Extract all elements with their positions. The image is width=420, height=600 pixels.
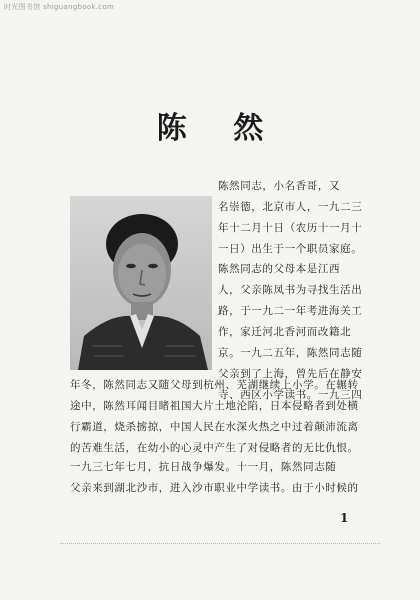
portrait-image [70,196,212,370]
text-line: 年冬，陈然同志又随父母到杭州、芜湖继续上小学。在辗转 [70,379,359,391]
text-line: 途中，陈然耳闻目睹祖国大片土地沦陷，日本侵略者到处横 [70,400,359,412]
page-title: 陈 然 [156,111,282,146]
text-line: 的苦难生活，在幼小的心灵中产生了对侵略者的无比仇恨。 [70,442,359,454]
text-line: 行霸道，烧杀掳掠，中国人民在水深火热之中过着颠沛流离 [70,421,359,433]
text-line: 父亲来到湖北沙市，进入沙市职业中学读书。由于小时候的 [70,482,359,494]
paragraph-2-full [70,375,378,459]
page-number: 1 [340,511,349,525]
text-line: 京。一九二五年，陈然同志随 [218,347,363,359]
text-line: 路，于一九二一年考进海关工 [218,305,363,317]
text-line: 年十二月十日（农历十一月十 [218,222,363,234]
text-line: 作，家迁河北香河而改籍北 [218,326,352,338]
text-line: 陈然同志，小名香哥，又 [218,180,341,192]
text-line: 人，父亲陈凤书为寻找生活出 [218,284,363,296]
text-line: 父亲到了上海，曾先后在静安 [218,368,363,380]
watermark: 时光图书馆 shiguangbook.com [4,3,115,11]
text-line: 名崇德，北京市人，一九二三 [218,201,363,213]
text-line: 陈然同志的父母本是江西 [218,263,341,275]
text-line: 一九三七年七月，抗日战争爆发。十一月，陈然同志随 [70,461,337,473]
paragraph-3 [70,457,378,499]
page-divider [60,543,380,544]
paragraph-1 [218,176,378,260]
portrait-photo [70,196,212,370]
text-line: 寺、西区小学读书。一九三四 [218,389,363,401]
text-line: 一日）出生于一个职员家庭。 [218,243,363,255]
